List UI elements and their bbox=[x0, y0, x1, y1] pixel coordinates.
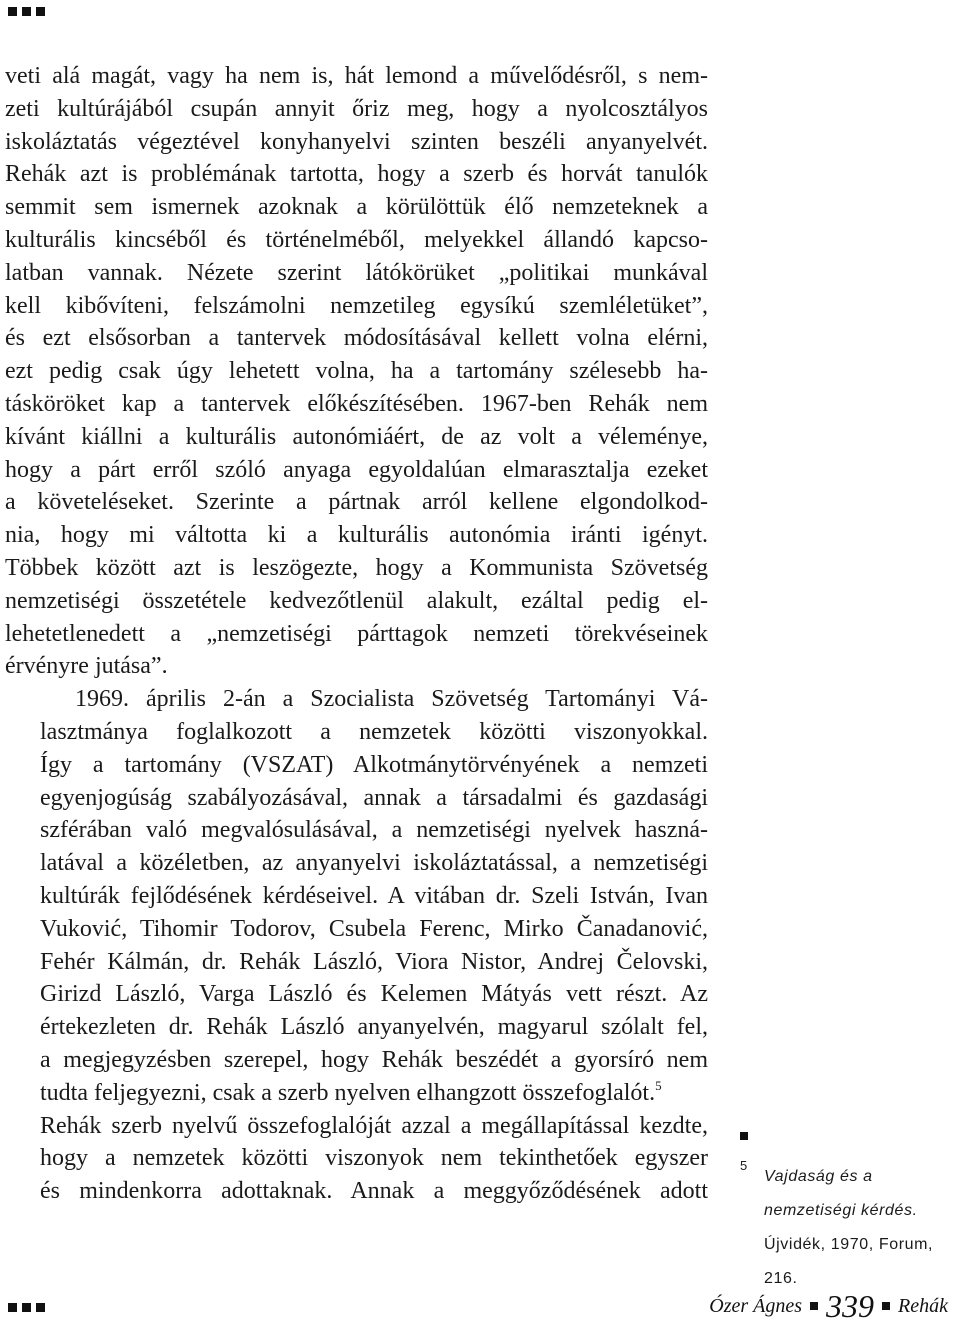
square-bullet-icon bbox=[36, 1303, 45, 1312]
text-line: semmit sem ismernek azoknak a körülöttük élő nemzeteknek a bbox=[5, 194, 708, 221]
square-separator-icon bbox=[810, 1302, 818, 1310]
body-text bbox=[5, 60, 708, 1208]
text-line: latával a közéletben, az anyanyelvi iskoláztatással, a nemzetiségi bbox=[40, 850, 708, 877]
page-footer bbox=[0, 1290, 960, 1323]
text-line: a követeléseket. Szerinte a pártnak arról kellene elgondolkod- bbox=[5, 489, 708, 516]
text-line: veti alá magát, vagy ha nem is, hát lemond a művelődésről, s nem- bbox=[5, 63, 708, 89]
square-separator-icon bbox=[882, 1302, 890, 1310]
text-line: Vuković, Tihomir Todorov, Csubela Ferenc, Mirko Čanadanović, bbox=[40, 915, 708, 942]
text-line: értekezleten dr. Rehák László anyanyelvén, magyarul szólalt fel, bbox=[40, 1014, 708, 1041]
footnote-text bbox=[764, 1160, 960, 1296]
text-line: szférában való megvalósulásával, a nemzetiségi nyelvek haszná- bbox=[40, 817, 708, 844]
text-line: 1969. április 2-án a Szocialista Szövetség Tartományi Vá- bbox=[75, 686, 708, 713]
text-line: tásköröket kap a tantervek előkészítésében. 1967-ben Rehák nem bbox=[5, 390, 708, 417]
text-line: nia, hogy mi váltotta ki a kulturális autonómia iránti igényt. bbox=[5, 522, 708, 549]
paragraph-2 bbox=[5, 683, 708, 1208]
running-footer bbox=[709, 1290, 948, 1322]
top-section-marker bbox=[8, 7, 45, 19]
footer-subject: Rehák bbox=[898, 1294, 948, 1317]
text-line: és mindenkorra adottaknak. Annak a meggyőződésének adott bbox=[40, 1178, 708, 1205]
page-number: 339 bbox=[826, 1288, 875, 1324]
text-line: Fehér Kálmán, dr. Rehák László, Viora Nistor, Andrej Čelovski, bbox=[40, 948, 708, 975]
text-line: kell kibővíteni, felszámolni nemzetileg egysíkú szemléletüket”, bbox=[5, 292, 708, 319]
text-line: egyenjogúság szabályozásával, annak a társadalmi és gazdasági bbox=[40, 784, 708, 811]
footnote-citation: Újvidék, 1970, Forum, 216. bbox=[764, 1236, 934, 1287]
footnote-title: Vajdaság és a nemzetiségi kérdés. bbox=[764, 1168, 918, 1219]
text-line: zeti kultúrájából csupán annyit őriz meg, hogy a nyolcosztályos bbox=[5, 95, 708, 122]
footer-author: Ózer Ágnes bbox=[709, 1294, 803, 1317]
text-line: ezt pedig csak úgy lehetett volna, ha a tartomány szélesebb ha- bbox=[5, 358, 708, 385]
footnote-reference[interactable]: 5 bbox=[655, 1077, 662, 1093]
text-line: a megjegyzésben szerepel, hogy Rehák beszédét a gyorsíró nem bbox=[40, 1046, 708, 1073]
text-line: kultúrák fejlődésének kérdéseivel. A vitában dr. Szeli István, Ivan bbox=[40, 882, 708, 909]
text-line: hogy a párt erről szóló anyaga egyoldalúan elmarasztalja ezeket bbox=[5, 456, 708, 483]
text-line: hogy a nemzetek közötti viszonyok nem tekinthetőek egyszer bbox=[40, 1145, 708, 1172]
footnote-number: 5 bbox=[740, 1158, 748, 1173]
text-line: Rehák azt is problémának tartotta, hogy a szerb és horvát tanulók bbox=[5, 161, 708, 188]
text-line: nemzetiségi összetétele kedvezőtlenül alakult, ezáltal pedig el- bbox=[5, 587, 708, 614]
text-line: lasztmánya foglalkozott a nemzetek közötti viszonyokkal. bbox=[40, 718, 708, 745]
text-line: latban vannak. Nézete szerint látókörüket „politikai munkával bbox=[5, 259, 708, 286]
square-bullet-icon bbox=[8, 1303, 17, 1312]
square-bullet-icon bbox=[8, 7, 17, 16]
text-line: Így a tartomány (VSZAT) Alkotmánytörvényének a nemzeti bbox=[40, 751, 708, 778]
text-line: Girizd László, Varga László és Kelemen Mátyás vett részt. Az bbox=[40, 981, 708, 1008]
text-line: Többek között azt is leszögezte, hogy a Kommunista Szövetség bbox=[5, 554, 708, 581]
square-bullet-icon bbox=[740, 1132, 748, 1140]
paragraph-1 bbox=[5, 60, 708, 683]
text-line: és ezt elsősorban a tantervek módosításával kellett volna elérni, bbox=[5, 325, 708, 352]
text-line: kulturális kincséből és történelméből, melyekkel állandó kapcso- bbox=[5, 226, 708, 253]
text-line: iskoláztatás végeztével konyhanyelvi szinten beszéli anyanyelvét. bbox=[5, 128, 708, 155]
text-line: Rehák szerb nyelvű összefoglalóját azzal a megállapítással kezdte, bbox=[40, 1112, 708, 1139]
text-line: tudta feljegyezni, csak a szerb nyelven elhangzott összefoglalót. bbox=[40, 1079, 656, 1106]
bottom-section-marker bbox=[8, 1303, 45, 1312]
text-line-with-footnote bbox=[5, 1077, 708, 1110]
text-line: lehetetlenedett a „nemzetiségi párttagok nemzeti törekvéseinek bbox=[5, 620, 708, 647]
square-bullet-icon bbox=[36, 7, 45, 16]
square-bullet-icon bbox=[22, 1303, 31, 1312]
text-line: érvényre jutása”. bbox=[5, 653, 168, 680]
text-line: kívánt kiállni a kulturális autonómiáért, de az volt a véleménye, bbox=[5, 423, 708, 450]
square-bullet-icon bbox=[22, 7, 31, 16]
